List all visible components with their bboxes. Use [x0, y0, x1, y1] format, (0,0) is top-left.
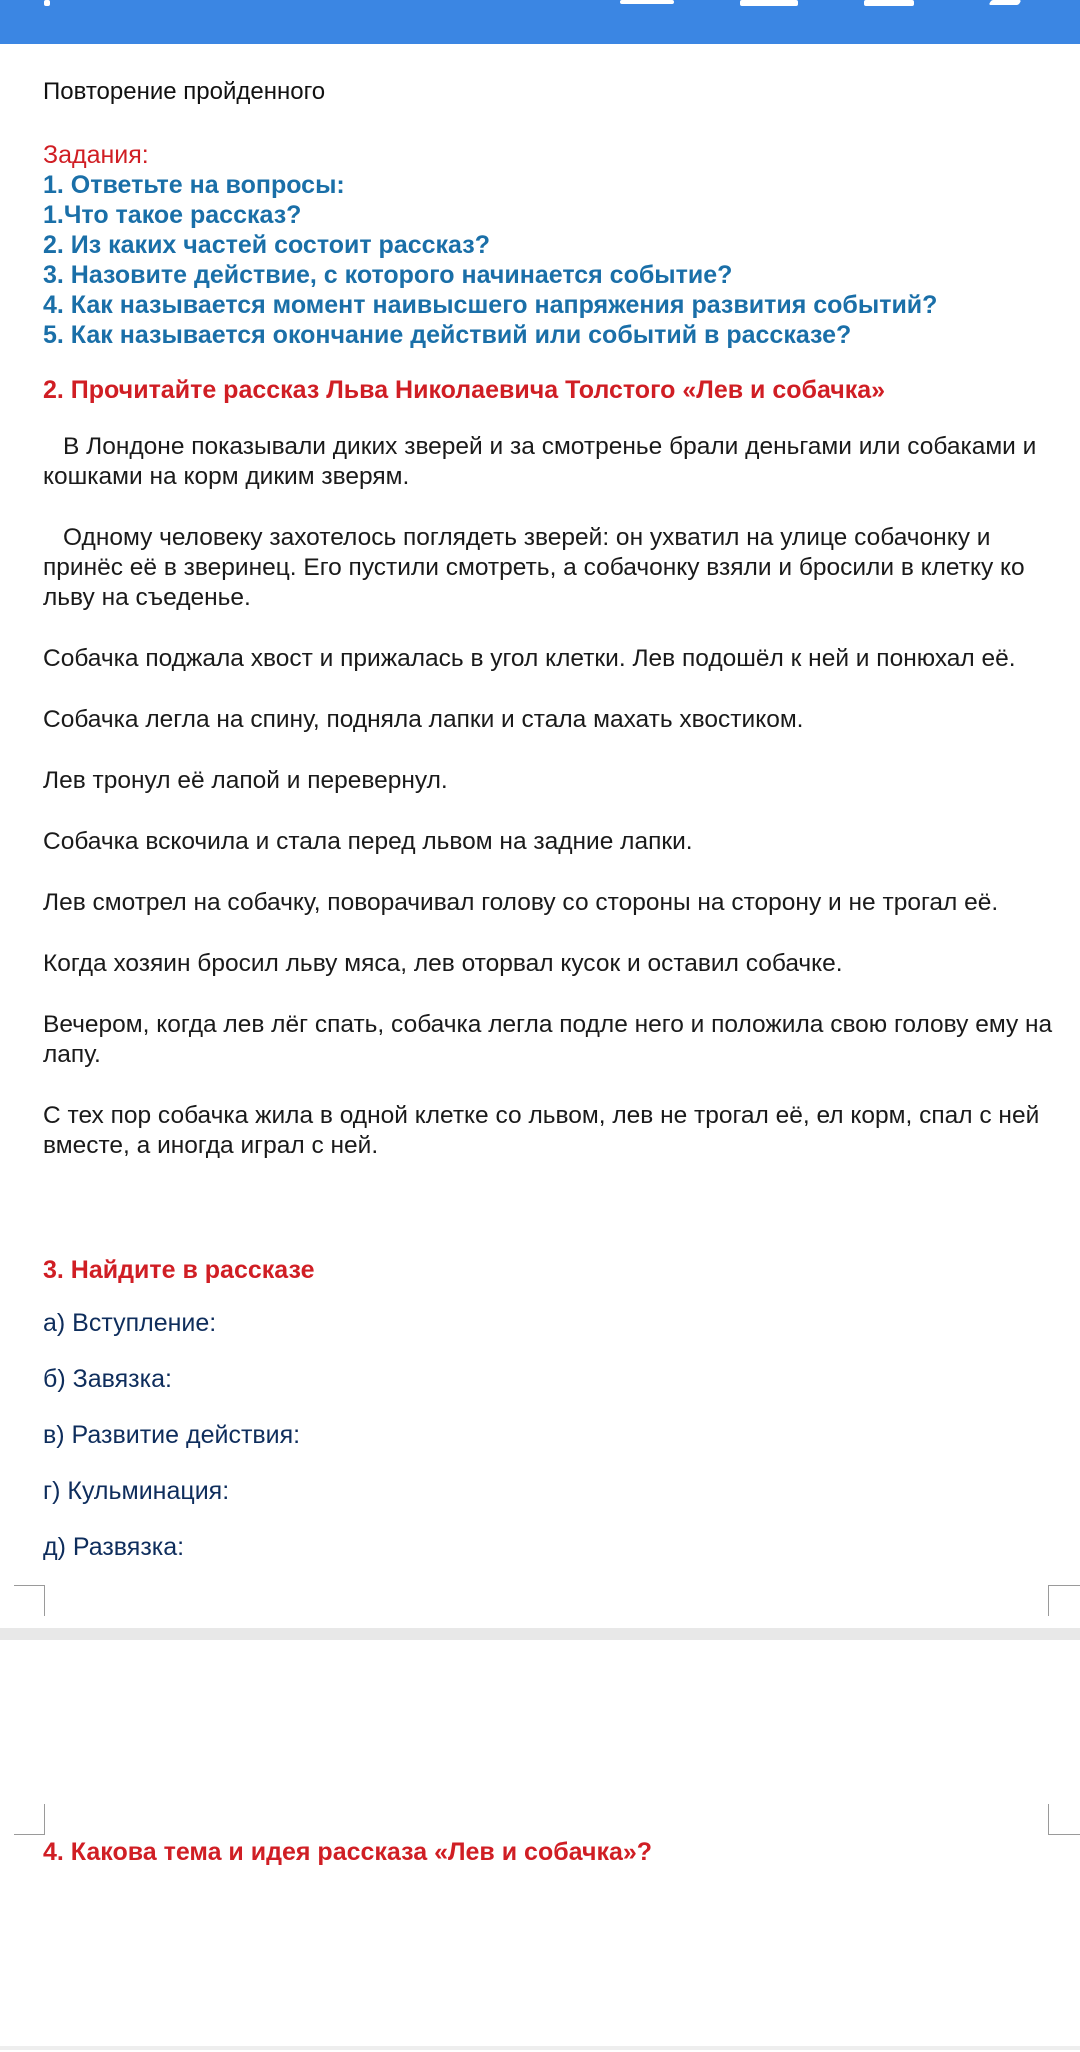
crop-mark: [1048, 1804, 1080, 1835]
story-heading: 2. Прочитайте рассказ Льва Николаевича Толстого «Лев и собачка»: [43, 376, 886, 404]
comment-icon[interactable]: [864, 0, 914, 6]
part-item: г) Кульминация:: [43, 1477, 230, 1505]
story-paragraph: Одному человеку захотелось поглядеть зверей: он ухватил на улице собачонку и принёс её в зверинец. Его пустили смотреть, а собачонку взяли и бросили в клетку ко льву на съеденье.: [43, 524, 1025, 611]
question-item: 5. Как называется окончание действий или событий в рассказе?: [43, 321, 852, 349]
story-paragraph: Лев тронул её лапой и перевернул.: [43, 767, 448, 794]
subtitle: Повторение пройденного: [43, 78, 326, 105]
story-paragraph: Собачка поджала хвост и прижалась в угол клетки. Лев подошёл к ней и понюхал её.: [43, 645, 1016, 672]
part-item: д) Развязка:: [43, 1533, 185, 1561]
story-paragraph: Когда хозяин бросил льву мяса, лев оторвал кусок и оставил собачке.: [43, 950, 843, 977]
document-page-1[interactable]: [0, 44, 1080, 1626]
crop-mark: [14, 1585, 45, 1616]
question-item: 1. Ответьте на вопросы:: [43, 171, 345, 199]
story-text: [43, 432, 1053, 1192]
story-paragraph: В Лондоне показывали диких зверей и за смотренье брали деньгами или собаками и кошками на корм диким зверям.: [43, 433, 1037, 490]
story-paragraph: Собачка вскочила и стала перед львом на задние лапки.: [43, 828, 693, 855]
document-page-2[interactable]: [0, 1640, 1080, 2052]
tasks-label: Задания:: [43, 141, 149, 169]
question-item: 3. Назовите действие, с которого начинается событие?: [43, 261, 733, 289]
top-toolbar: [0, 0, 1080, 44]
page-bottom-edge: [0, 2046, 1080, 2050]
questions-list: [43, 170, 1053, 350]
part-item: а) Вступление:: [43, 1309, 217, 1337]
story-paragraph: Вечером, когда лев лёг спать, собачка легла подле него и положила свою голову ему на лапу.: [43, 1011, 1053, 1068]
part-item: б) Завязка:: [43, 1365, 172, 1393]
back-arrow-icon[interactable]: [44, 0, 50, 6]
story-paragraph: С тех пор собачка жила в одной клетке со львом, лев не трогал её, ел корм, спал с ней вместе, а иногда играл с ней.: [43, 1102, 1040, 1159]
story-paragraph: Лев смотрел на собачку, поворачивал голову со стороны на сторону и не трогал её.: [43, 889, 999, 916]
pages-icon[interactable]: [740, 0, 798, 6]
story-paragraph: Собачка легла на спину, подняла лапки и стала махать хвостиком.: [43, 706, 804, 733]
edit-icon[interactable]: [620, 0, 674, 4]
crop-mark: [14, 1804, 45, 1835]
question-item: 2. Из каких частей состоит рассказ?: [43, 231, 490, 259]
question-item: 4. Как называется момент наивысшего напряжения развития событий?: [43, 291, 938, 319]
story-parts-list: [43, 1308, 1053, 1588]
page-separator: [0, 1628, 1080, 1640]
question-item: 1.Что такое рассказ?: [43, 201, 302, 229]
share-icon[interactable]: [989, 0, 1022, 5]
part-item: в) Развитие действия:: [43, 1421, 301, 1449]
question-4-heading: 4. Какова тема и идея рассказа «Лев и собачка»?: [43, 1838, 653, 1866]
crop-mark: [1048, 1585, 1080, 1616]
find-heading: 3. Найдите в рассказе: [43, 1256, 315, 1284]
